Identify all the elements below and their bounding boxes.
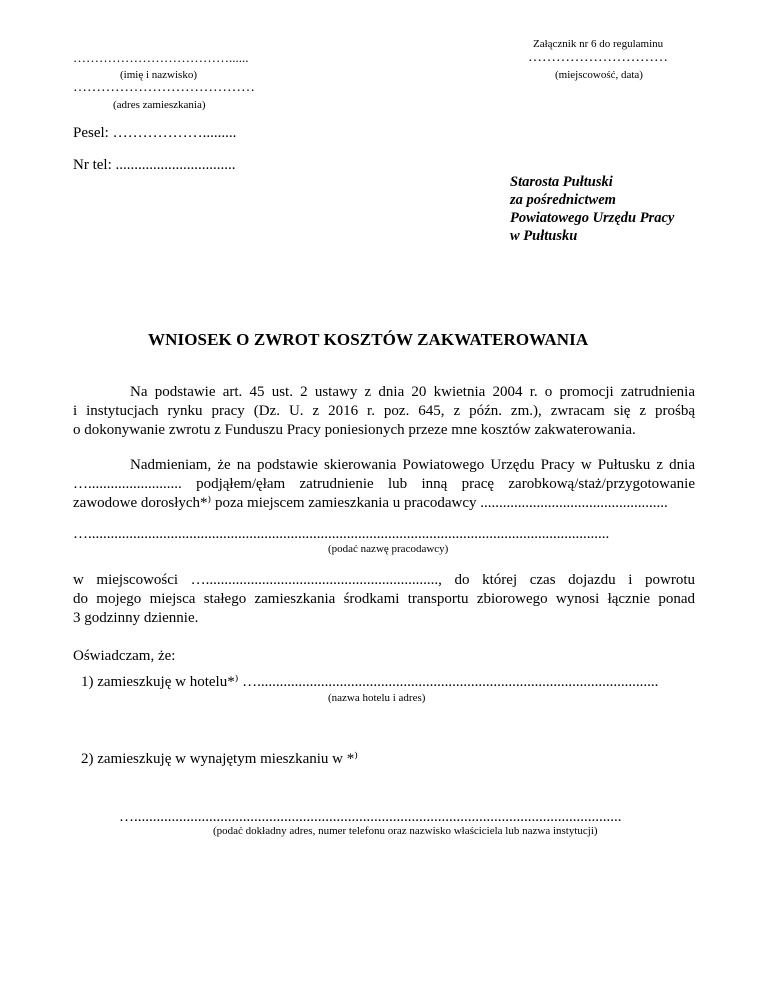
place-date-field[interactable]: ………………………… bbox=[528, 50, 668, 65]
name-label: (imię i nazwisko) bbox=[120, 69, 197, 81]
paragraph-1-line-3: o dokonywanie zwrotu z Funduszu Pracy poniesionych przeze mne kosztów zakwaterowania. bbox=[73, 422, 636, 438]
recipient-block bbox=[510, 173, 720, 245]
address-field[interactable]: ………………………………… bbox=[73, 80, 255, 95]
declaration-item-hotel[interactable]: 1) zamieszkuję w hotelu*⁾ …........................................................................................................... bbox=[81, 674, 659, 690]
annex-note: Załącznik nr 6 do regulaminu bbox=[533, 38, 664, 50]
apartment-field[interactable]: ….................................................................................................................................. bbox=[119, 809, 622, 825]
paragraph-3 bbox=[73, 571, 695, 628]
employer-label: (podać nazwę pracodawcy) bbox=[328, 543, 449, 555]
paragraph-2-line-3: zawodowe dorosłych*⁾ poza miejscem zamieszkania u pracodawcy .................................................. bbox=[73, 495, 668, 511]
apartment-label: (podać dokładny adres, numer telefonu oraz nazwisko właściciela lub nazwa instytucji) bbox=[213, 825, 598, 837]
paragraph-2-line-2: …......................... podjąłem/ęłam zatrudnienie lub inną pracę zarobkową/staż/przygotowanie bbox=[73, 476, 695, 492]
name-field[interactable]: ………………………………...... bbox=[73, 50, 249, 65]
paragraph-2 bbox=[73, 456, 695, 513]
recipient-line-4: w Pułtusku bbox=[510, 228, 578, 244]
paragraph-2-line-1: Nadmieniam, że na podstawie skierowania Powiatowego Urzędu Pracy w Pułtusku z dnia bbox=[130, 457, 695, 473]
hotel-label: (nazwa hotelu i adres) bbox=[328, 692, 426, 704]
recipient-line-1: Starosta Pułtuski bbox=[510, 174, 613, 190]
paragraph-1-line-2: i instytucjach rynku pracy (Dz. U. z 2016 r. poz. 645, z późn. zm.), zwracam się z prośbą bbox=[73, 403, 695, 419]
phone-field[interactable]: Nr tel: ................................ bbox=[73, 157, 236, 173]
document-title: WNIOSEK O ZWROT KOSZTÓW ZAKWATEROWANIA bbox=[148, 330, 589, 349]
declaration-intro: Oświadczam, że: bbox=[73, 648, 176, 664]
employer-field[interactable]: …........................................................................................................................................... bbox=[73, 526, 610, 542]
paragraph-3-line-2: do mojego miejsca stałego zamieszkania środkami transportu zbiorowego wynosi łącznie ponad bbox=[73, 591, 695, 607]
paragraph-3-line-1: w miejscowości ….............................................................., do której czas dojazdu i powrotu bbox=[73, 572, 695, 588]
declaration-item-apartment: 2) zamieszkuję w wynajętym mieszkaniu w *⁾ bbox=[81, 751, 358, 767]
recipient-line-2: za pośrednictwem bbox=[510, 192, 616, 208]
recipient-line-3: Powiatowego Urzędu Pracy bbox=[510, 210, 675, 226]
paragraph-1-line-1: Na podstawie art. 45 ust. 2 ustawy z dnia 20 kwietnia 2004 r. o promocji zatrudnienia bbox=[130, 384, 695, 400]
paragraph-3-line-3: 3 godzinny dziennie. bbox=[73, 610, 199, 626]
pesel-field[interactable]: Pesel: ………………......... bbox=[73, 125, 237, 141]
place-date-label: (miejscowość, data) bbox=[555, 69, 643, 81]
paragraph-1 bbox=[73, 383, 695, 440]
address-label: (adres zamieszkania) bbox=[113, 99, 206, 111]
